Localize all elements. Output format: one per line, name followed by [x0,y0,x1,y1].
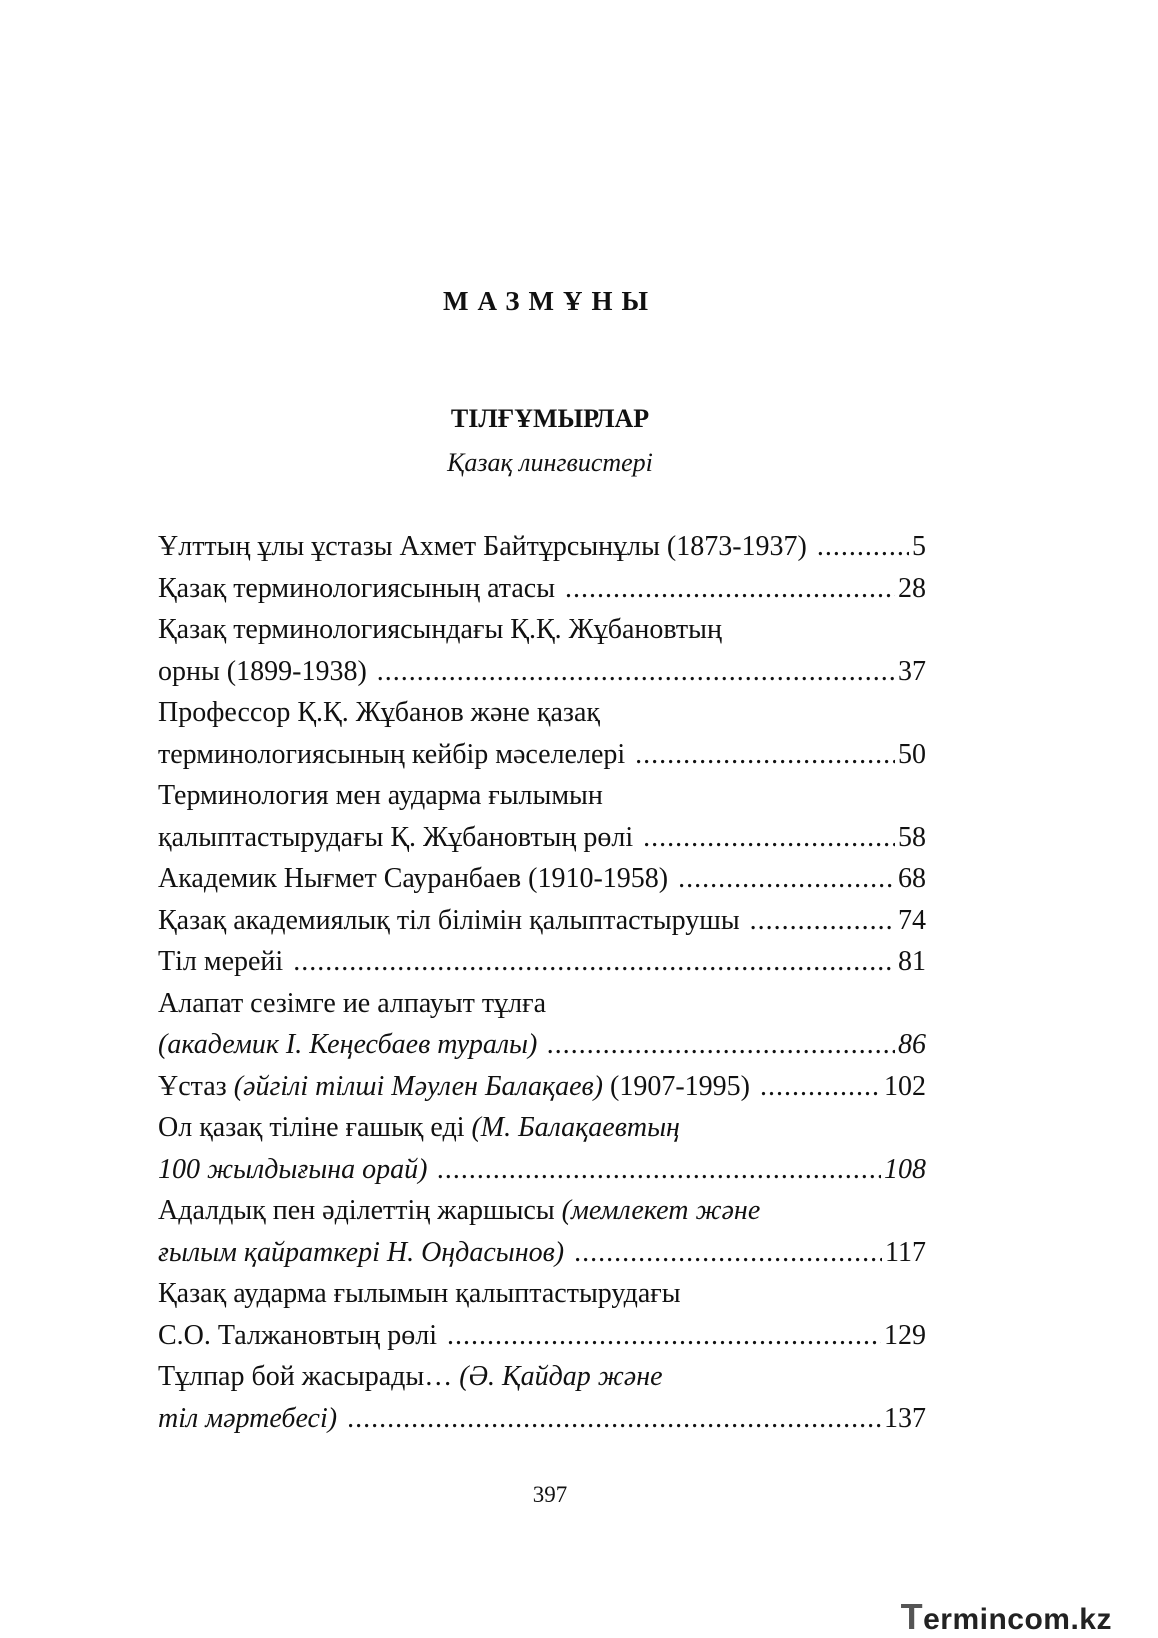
toc-leader-dots [574,1232,882,1274]
toc-entry-text: (М. Балақаевтың [471,1112,680,1143]
toc-leader-dots [347,1398,881,1440]
toc-line [158,941,926,983]
toc-entry-title [158,1315,437,1357]
toc-line [158,568,926,610]
toc-entry-text: тіл мәртебесі) [158,1402,338,1434]
toc-page-number: 117 [885,1236,926,1268]
toc-page-number: 129 [884,1319,926,1351]
toc-entry-text: (академик І. Кеңесбаев туралы) [158,1029,538,1060]
toc-line [158,775,926,817]
toc-leader-dots [547,1024,895,1066]
toc-page-number: 86 [898,1029,926,1060]
toc-line [158,858,926,900]
toc-entry-title [158,651,367,693]
toc-leader-dots [817,526,909,568]
toc-page-number: 5 [912,531,926,562]
toc-entry-title [158,568,555,610]
toc-entry-title [158,858,668,900]
toc-leader-dots [760,1066,881,1108]
toc-entry-text: Қазақ академиялық тіл білімін қалыптастырушы [158,904,740,936]
toc-page-number: 68 [898,863,926,894]
toc-entry-text: Академик Нығмет Сауранбаев (1910-1958) [158,863,669,894]
toc-entry-text: (1907-1995) [603,1070,750,1102]
toc-entry-title [158,1398,337,1440]
toc-leader-dots [750,900,895,942]
toc-leader-dots [293,941,895,983]
toc-page-number: 50 [898,738,926,770]
toc-entry-title [158,692,600,734]
toc-page-number: 81 [898,946,926,977]
toc-entry-title [158,1107,680,1149]
toc-line [158,692,926,734]
toc-entry-text: Қазақ терминологиясының атасы [158,572,556,604]
toc-entry-title [158,775,603,817]
toc-entry-title [158,1024,537,1066]
toc-entry-title [158,817,633,859]
toc-line [158,1356,926,1398]
toc-page-number: 74 [898,904,926,936]
toc-leader-dots [678,858,895,900]
toc-leader-dots [377,651,895,693]
toc-line [158,1024,926,1066]
toc-entry-text: (Ә. Қайдар және [459,1361,663,1392]
toc-entry-text: Қазақ терминологиясындағы Қ.Қ. Жұбановтың [158,614,722,645]
toc-entry-title [158,1356,663,1398]
toc-entry-title [158,734,625,776]
toc-line [158,1149,926,1191]
toc-line [158,1398,926,1440]
section-title: ТІЛҒҰМЫРЛАР [450,404,650,433]
toc-entry-title [158,1190,760,1232]
table-of-contents [158,526,926,1439]
toc-entry-text: терминологиясының кейбір мәселелері [158,738,626,770]
toc-entry-text: қалыптастырудағы Қ. Жұбановтың рөлі [158,821,634,853]
toc-entry-text: ғылым қайраткері Н. Оңдасынов) [158,1236,565,1268]
toc-entry-title [158,941,283,983]
toc-entry-text: (мемлекет және [561,1195,761,1226]
toc-entry-title [158,1066,750,1108]
toc-entry-text: Қазақ аударма ғылымын қалыптастырудағы [158,1278,681,1309]
toc-line [158,1107,926,1149]
toc-leader-dots [447,1315,881,1357]
toc-page-number: 102 [884,1070,926,1102]
toc-line [158,609,926,651]
toc-entry-title [158,1273,681,1315]
toc-page-number: 37 [898,655,926,687]
toc-entry-text: орны (1899-1938) [158,655,367,687]
toc-leader-dots [437,1149,881,1191]
toc-line [158,1315,926,1357]
toc-line [158,1232,926,1274]
toc-entry-text: Профессор Қ.Қ. Жұбанов және қазақ [158,697,600,728]
toc-entry-text: Ол қазақ тіліне ғашық еді [158,1112,472,1143]
toc-entry-text: (әйгілі тілші Мәулен Балақаев) [233,1070,604,1102]
toc-entry-title [158,983,546,1025]
toc-leader-dots [565,568,895,610]
toc-page-number: 58 [898,821,926,853]
toc-entry-text: С.О. Талжановтың рөлі [158,1319,438,1351]
toc-entry-title [158,609,722,651]
toc-entry-text: Алапат сезімге ие алпауыт тұлға [158,987,547,1019]
toc-entry-text: Ұлттың ұлы ұстазы Ахмет Байтұрсынұлы (1873-1937) [158,531,807,562]
toc-line [158,526,926,568]
toc-entry-title [158,1149,427,1191]
toc-page-number: 137 [884,1402,926,1434]
toc-line [158,734,926,776]
toc-entry-title [158,1232,564,1274]
toc-line [158,651,926,693]
toc-line [158,817,926,859]
page-number: 397 [532,1482,568,1507]
page-title: МАЗМҰНЫ [442,286,658,316]
toc-line [158,1066,926,1108]
toc-leader-dots [635,734,895,776]
toc-entry-title [158,526,807,568]
toc-entry-title [158,900,740,942]
section-subtitle: Қазақ лингвистері [447,448,653,477]
toc-entry-text: Тұлпар бой жасырады… [158,1361,460,1392]
toc-page-number: 108 [884,1153,926,1185]
toc-entry-text: Адалдық пен әділеттің жаршысы [158,1195,562,1226]
toc-page-number: 28 [898,572,926,604]
toc-entry-text: Тіл мерейі [158,946,284,977]
site-watermark: Termincom.kz [900,1596,1112,1637]
toc-leader-dots [643,817,895,859]
toc-line [158,1190,926,1232]
toc-entry-text: 100 жылдығына орай) [158,1153,428,1185]
toc-entry-text: Ұстаз [158,1070,234,1102]
toc-line [158,983,926,1025]
toc-entry-text: Терминология мен аударма ғылымын [158,780,603,811]
toc-line [158,900,926,942]
toc-line [158,1273,926,1315]
